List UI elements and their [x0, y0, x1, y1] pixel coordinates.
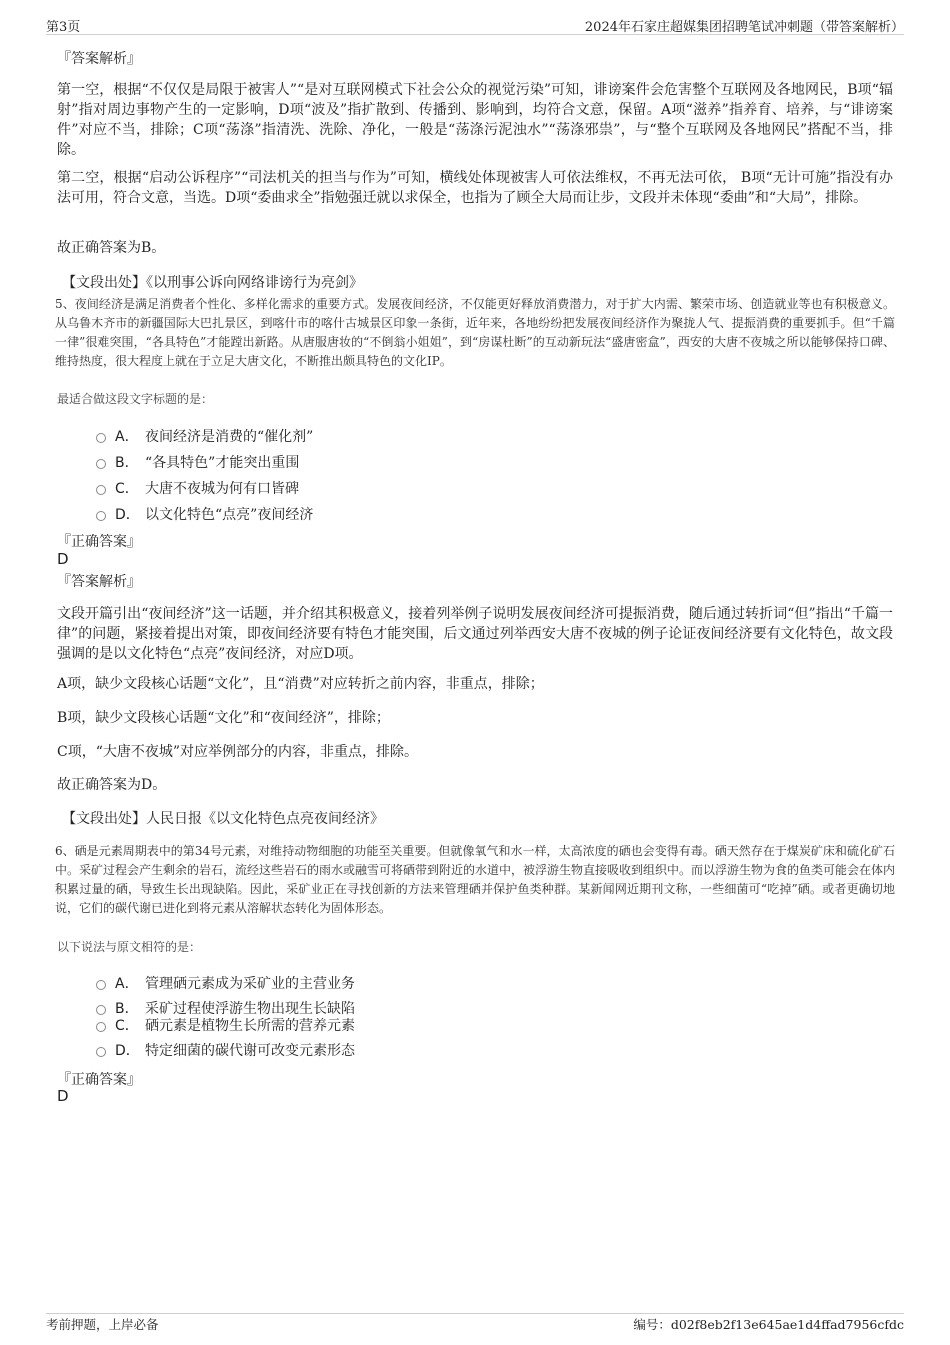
option-text: 夜间经济是消费的“催化剂” [145, 429, 314, 445]
analysis-paragraph: A项，缺少文段核心话题“文化”，且“消费”对应转折之前内容，非重点，排除； [57, 676, 544, 692]
analysis-label: 『答案解析』 [57, 51, 141, 67]
option-a[interactable] [96, 426, 313, 446]
question-stem: 以下说法与原文相符的是： [57, 940, 202, 954]
option-letter: C． [115, 481, 139, 497]
radio-icon[interactable] [96, 1022, 106, 1032]
analysis-paragraph: C项，“大唐不夜城”对应举例部分的内容，非重点，排除。 [57, 744, 419, 760]
radio-icon[interactable] [96, 459, 106, 469]
option-text: 以文化特色“点亮”夜间经济 [145, 507, 314, 523]
answer-conclusion: 故正确答案为D。 [57, 777, 167, 793]
question-text: 5、夜间经济是满足消费者个性化、多样化需求的重要方式。发展夜间经济，不仅能更好释放消费潜力，对于扩大内需、繁荣市场、创造就业等也有积极意义。从乌鲁木齐市的新疆国际大巴扎景区，到喀什市的喀什古城景区印象一条街，近年来，各地纷纷把发展夜间经济作为聚拢人气、提振消费的重要抓手。但“千篇一律”很难突围，“各具特色”才能蹚出新路。从唐服唐妆的“不倒翁小姐姐”，到“房谋杜断”的互动新玩法“盛唐密盒”，西安的大唐不夜城之所以能够保持口碑、维持热度，很大程度上就在于立足大唐文化，不断推出颇具特色的文化IP。 [55, 297, 895, 368]
footer-motto: 考前押题，上岸必备 [46, 1317, 159, 1332]
option-letter: A． [115, 429, 139, 445]
radio-icon[interactable] [96, 485, 106, 495]
question-text: 6、硒是元素周期表中的第34号元素，对维持动物细胞的功能至关重要。但就像氧气和水一样，太高浓度的硒也会变得有毒。硒天然存在于煤炭矿床和硫化矿石中。采矿过程会产生剩余的岩石，流经这些岩石的雨水或融雪可将硒带到附近的水道中，被浮游生物直接吸收到组织中。而以浮游生物为食的鱼类可能会在体内积累过量的硒，导致生长出现缺陷。因此，采矿业正在寻找创新的方法来管理硒并保护鱼类种群。某新闻网近期刊文称，一些细菌可“吃掉”硒。或者更确切地说，它们的碳代谢已进化到将元素从溶解状态转化为固体形态。 [55, 844, 896, 915]
radio-icon[interactable] [96, 511, 106, 521]
option-c[interactable] [96, 1015, 355, 1035]
page-number: 第3页 [46, 20, 81, 35]
radio-icon[interactable] [96, 433, 106, 443]
question-stem: 最适合做这段文字标题的是： [57, 392, 214, 406]
correct-answer-label: 『正确答案』 [57, 1072, 141, 1088]
option-letter: B． [115, 455, 139, 471]
option-text: 特定细菌的碳代谢可改变元素形态 [145, 1043, 355, 1059]
option-letter: D． [115, 1043, 140, 1059]
correct-answer: D [57, 1087, 69, 1105]
option-a[interactable] [96, 973, 355, 993]
analysis-label: 『答案解析』 [57, 574, 141, 590]
document-code: 编号：d02f8eb2f13e645ae1d4ffad7956cfdc [633, 1317, 904, 1332]
option-letter: C． [115, 1018, 139, 1034]
page-header [46, 14, 904, 35]
option-letter: B． [115, 1001, 139, 1017]
option-text: 采矿过程使浮游生物出现生长缺陷 [145, 1001, 355, 1017]
analysis-paragraph: B项，缺少文段核心话题“文化”和“夜间经济”，排除； [57, 710, 390, 726]
radio-icon[interactable] [96, 1047, 106, 1057]
analysis-paragraph: 第二空，根据“启动公诉程序”“司法机关的担当与作为”可知，横线处体现被害人可依法维权，不再无法可依， B项“无计可施”指没有办法可用，符合文意，当选。D项“委曲求全”指勉强迁就以求保全，也指为了顾全大局而让步，文段并未体现“委曲”和“大局”，排除。 [57, 170, 893, 206]
option-d[interactable] [96, 504, 313, 524]
option-letter: A． [115, 976, 139, 992]
option-text: “各具特色”才能突出重围 [145, 455, 300, 471]
option-text: 管理硒元素成为采矿业的主营业务 [145, 976, 355, 992]
option-letter: D． [115, 507, 140, 523]
radio-icon[interactable] [96, 980, 106, 990]
option-c[interactable] [96, 478, 299, 498]
answer-conclusion: 故正确答案为B。 [57, 240, 166, 256]
option-b[interactable] [96, 452, 299, 472]
option-text: 硒元素是植物生长所需的营养元素 [145, 1018, 355, 1034]
correct-answer-label: 『正确答案』 [57, 534, 141, 550]
option-text: 大唐不夜城为何有口皆碑 [145, 481, 299, 497]
analysis-paragraph: 文段开篇引出“夜间经济”这一话题，并介绍其积极意义，接着列举例子说明发展夜间经济可提振消费，随后通过转折词“但”指出“千篇一律”的问题，紧接着提出对策，即夜间经济要有特色才能突围，后文通过列举西安大唐不夜城的例子论证夜间经济要有文化特色，故文段强调的是以文化特色“点亮”夜间经济，对应D项。 [57, 606, 893, 662]
source-citation: 【文段出处】人民日报《以文化特色点亮夜间经济》 [62, 811, 384, 827]
source-citation: 【文段出处】《以刑事公诉向网络诽谤行为亮剑》 [62, 275, 363, 291]
page-footer [46, 1313, 904, 1334]
option-d[interactable] [96, 1040, 355, 1060]
correct-answer: D [57, 550, 69, 568]
analysis-paragraph: 第一空，根据“不仅仅是局限于被害人”“是对互联网模式下社会公众的视觉污染”可知，诽谤案件会危害整个互联网及各地网民，B项“辐射”指对周边事物产生的一定影响，D项“波及”指扩散到、传播到、影响到，均符合文意，保留。A项“滋养”指养育、培养，与“诽谤案件”对应不当，排除；C项“荡涤”指清洗、洗除、净化，一般是“荡涤污泥浊水”“荡涤邪祟”，与“整个互联网及各地网民”搭配不当，排除。 [57, 82, 893, 158]
document-title: 2024年石家庄超媒集团招聘笔试冲刺题（带答案解析） [584, 20, 904, 35]
radio-icon[interactable] [96, 1005, 106, 1015]
